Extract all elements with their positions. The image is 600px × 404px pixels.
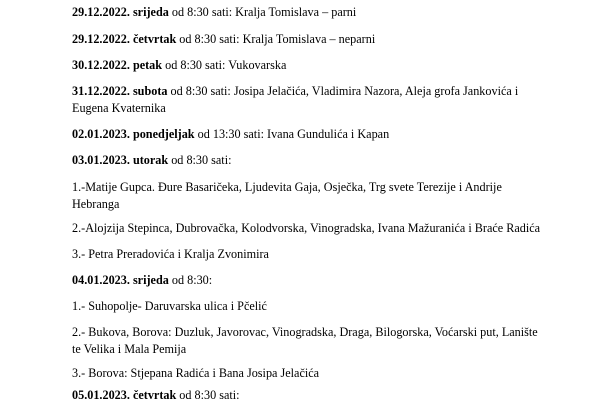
- entry-text: od 8:30 sati: Kralja Tomislava – parni: [168, 5, 357, 19]
- entry-0501-cetvrtak: [72, 387, 240, 404]
- entry-3112-subota-cont: Eugena Kvaternika: [72, 101, 166, 115]
- entry-0401-srijeda: [72, 272, 212, 289]
- entry-text: od 8:30 sati:: [168, 153, 232, 167]
- entry-date: 29.12.2022. četvrtak: [72, 32, 177, 46]
- list-item: 3.- Borova: Stjepana Radića i Bana Josipa Jelačića: [72, 366, 320, 380]
- list-item: 2.-Alojzija Stepinca, Dubrovačka, Kolodvorska, Vinogradska, Ivana Mažuranića i Braće Radića: [72, 221, 541, 235]
- list-item: 3.- Petra Preradovića i Kralja Zvonimira: [72, 247, 269, 261]
- entry-0301-utorak: [72, 152, 231, 169]
- list-item-cont: Hebranga: [72, 197, 120, 211]
- entry-text: od 8:30 sati: Vukovarska: [162, 58, 287, 72]
- entry-date: 02.01.2023. ponedjeljak: [72, 127, 195, 141]
- entry-text: od 8:30 sati: Josipa Jelačića, Vladimira Nazora, Aleja grofa Jankovića i: [167, 84, 519, 98]
- entry-text: od 13:30 sati: Ivana Gundulića i Kapan: [194, 127, 390, 141]
- list-item-cont: te Velika i Mala Pemija: [72, 342, 187, 356]
- entry-text: od 8:30:: [168, 273, 213, 287]
- entry-3012-petak: [72, 57, 286, 74]
- list-item: 2.- Bukova, Borova: Duzluk, Javorovac, Vinogradska, Draga, Bilogorska, Voćarski put, Lanište: [72, 325, 538, 339]
- entry-0201-ponedjeljak: [72, 126, 389, 143]
- entry-date: 31.12.2022. subota: [72, 84, 168, 98]
- entry-date: 29.12.2022. srijeda: [72, 5, 169, 19]
- entry-date: 30.12.2022. petak: [72, 58, 163, 72]
- entry-3112-subota: [72, 83, 518, 100]
- entry-date: 05.01.2023. četvrtak: [72, 388, 177, 402]
- entry-2912-cetvrtak: [72, 31, 375, 48]
- list-item: 1.- Suhopolje- Daruvarska ulica i Pčelić: [72, 299, 267, 313]
- list-item: 1.-Matije Gupca. Đure Basaričeka, Ljudevita Gaja, Osječka, Trg svete Terezije i Andrije: [72, 180, 502, 194]
- entry-text: od 8:30 sati:: [176, 388, 240, 402]
- entry-date: 04.01.2023. srijeda: [72, 273, 169, 287]
- entry-2912-srijeda: [72, 4, 356, 21]
- entry-text: od 8:30 sati: Kralja Tomislava – neparni: [176, 32, 376, 46]
- entry-date: 03.01.2023. utorak: [72, 153, 169, 167]
